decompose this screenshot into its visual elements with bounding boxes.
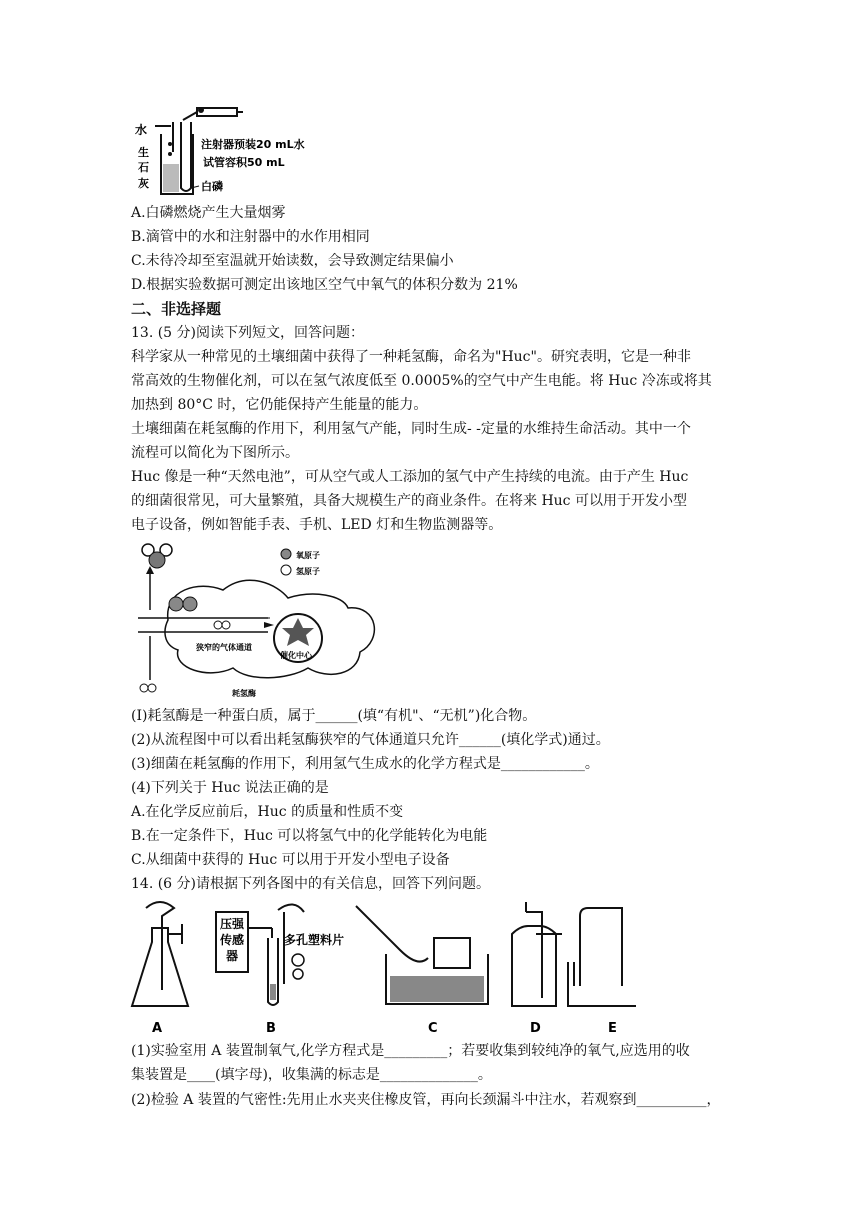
q14-question-1-line-2: 集装置是____(填字母)，收集满的标志是______________。 <box>131 1067 492 1083</box>
q13-passage-line: 常高效的生物催化剂，可以在氢气浓度低至 0.0005%的空气中产生电能。将 Huc 冷冻或将其 <box>131 373 712 389</box>
section-heading: 二、非选择题 <box>131 300 222 318</box>
lab-apparatus-figure <box>128 898 648 1038</box>
q12-option-d: D.根据实验数据可测定出该地区空气中氧气的体积分数为 21% <box>131 277 518 293</box>
enzyme-label: 耗氢酶 <box>232 689 256 698</box>
q13-title: 13. (5 分)阅读下列短文，回答问题： <box>131 325 364 341</box>
porous-plate-label: 多孔塑料片 <box>284 933 345 947</box>
q13-option-b: B.在一定条件下，Huc 可以将氢气中的化学能转化为电能 <box>131 828 488 844</box>
phosphorus-apparatus-figure <box>131 104 321 198</box>
legend-hydrogen-label: 氢原子 <box>296 567 320 576</box>
catalytic-center-label: 催化中心 <box>280 651 312 660</box>
apparatus-letter-a: A <box>152 1021 163 1036</box>
tube-note: 试管容积50 mL <box>203 156 285 169</box>
sensor-label-1: 压强 <box>220 917 245 931</box>
q13-passage-line: Huc 像是一种“天然电池”，可从空气或人工添加的氢气中产生持续的电流。由于产生 Huc <box>131 469 689 485</box>
q14-question-1-line-1: (1)实验室用 A 装置制氧气,化学方程式是_________；若要收集到较纯净的氧气,应选用的收 <box>131 1043 690 1059</box>
apparatus-letter-e: E <box>608 1021 617 1036</box>
water-label: 水 <box>135 123 148 137</box>
sensor-label-3: 器 <box>226 949 239 963</box>
q13-passage-line: 电子设备，例如智能手表、手机、LED 灯和生物监测器等。 <box>131 517 503 533</box>
q13-passage-line: 科学家从一种常见的土壤细菌中获得了一种耗氢酶，命名为"Huc"。研究表明，它是一种非 <box>131 349 691 365</box>
q13-passage-line: 加热到 80°C 时，它仍能保持产生能量的能力。 <box>131 397 428 413</box>
phosphorus-note: 白磷 <box>201 180 223 193</box>
q13-passage-line: 的细菌很常见，可大量繁殖，具备大规模生产的商业条件。在将来 Huc 可以用于开发小型 <box>131 493 687 509</box>
channel-label: 狭窄的气体通道 <box>196 643 252 652</box>
q12-option-a: A.白磷燃烧产生大量烟雾 <box>131 205 286 221</box>
apparatus-letter-d: D <box>530 1021 541 1036</box>
q13-option-a: A.在化学反应前后，Huc 的质量和性质不变 <box>131 804 404 820</box>
q12-option-c: C.未待冷却至室温就开始读数，会导致测定结果偏小 <box>131 253 454 269</box>
q13-question-4: (4)下列关于 Huc 说法正确的是 <box>131 780 329 796</box>
q13-passage-line: 土壤细菌在耗氢酶的作用下，利用氢气产能，同时生成- -定量的水维持生命活动。其中一个 <box>131 421 691 437</box>
q14-question-2: (2)检验 A 装置的气密性:先用止水夹夹住橡皮管，再向长颈漏斗中注水，若观察到__________， <box>131 1092 721 1108</box>
q13-question-3: (3)细菌在耗氢酶的作用下，利用氢气生成水的化学方程式是____________。 <box>131 756 599 772</box>
apparatus-letter-c: C <box>428 1021 438 1036</box>
q14-title: 14. (6 分)请根据下列各图中的有关信息，回答下列问题。 <box>131 876 490 892</box>
lime-label-2: 石 <box>138 161 149 174</box>
hydrogenase-diagram <box>128 540 388 700</box>
q13-passage-line: 流程可以简化为下图所示。 <box>131 445 299 461</box>
apparatus-letter-b: B <box>266 1021 276 1036</box>
q13-option-c: C.从细菌中获得的 Huc 可以用于开发小型电子设备 <box>131 852 450 868</box>
q13-question-2: (2)从流程图中可以看出耗氢酶狭窄的气体通道只允许______(填化学式)通过。 <box>131 732 610 748</box>
legend-oxygen-label: 氧原子 <box>296 551 320 560</box>
lime-label-1: 生 <box>138 146 149 159</box>
sensor-label-2: 传感 <box>220 933 245 947</box>
syringe-note: 注射器预装20 mL水 <box>201 138 305 151</box>
q12-option-b: B.滴管中的水和注射器中的水作用相同 <box>131 229 370 245</box>
lime-label-3: 灰 <box>138 177 149 190</box>
q13-question-1: (I)耗氢酶是一种蛋白质，属于______(填“有机"、“无机”)化合物。 <box>131 708 537 724</box>
